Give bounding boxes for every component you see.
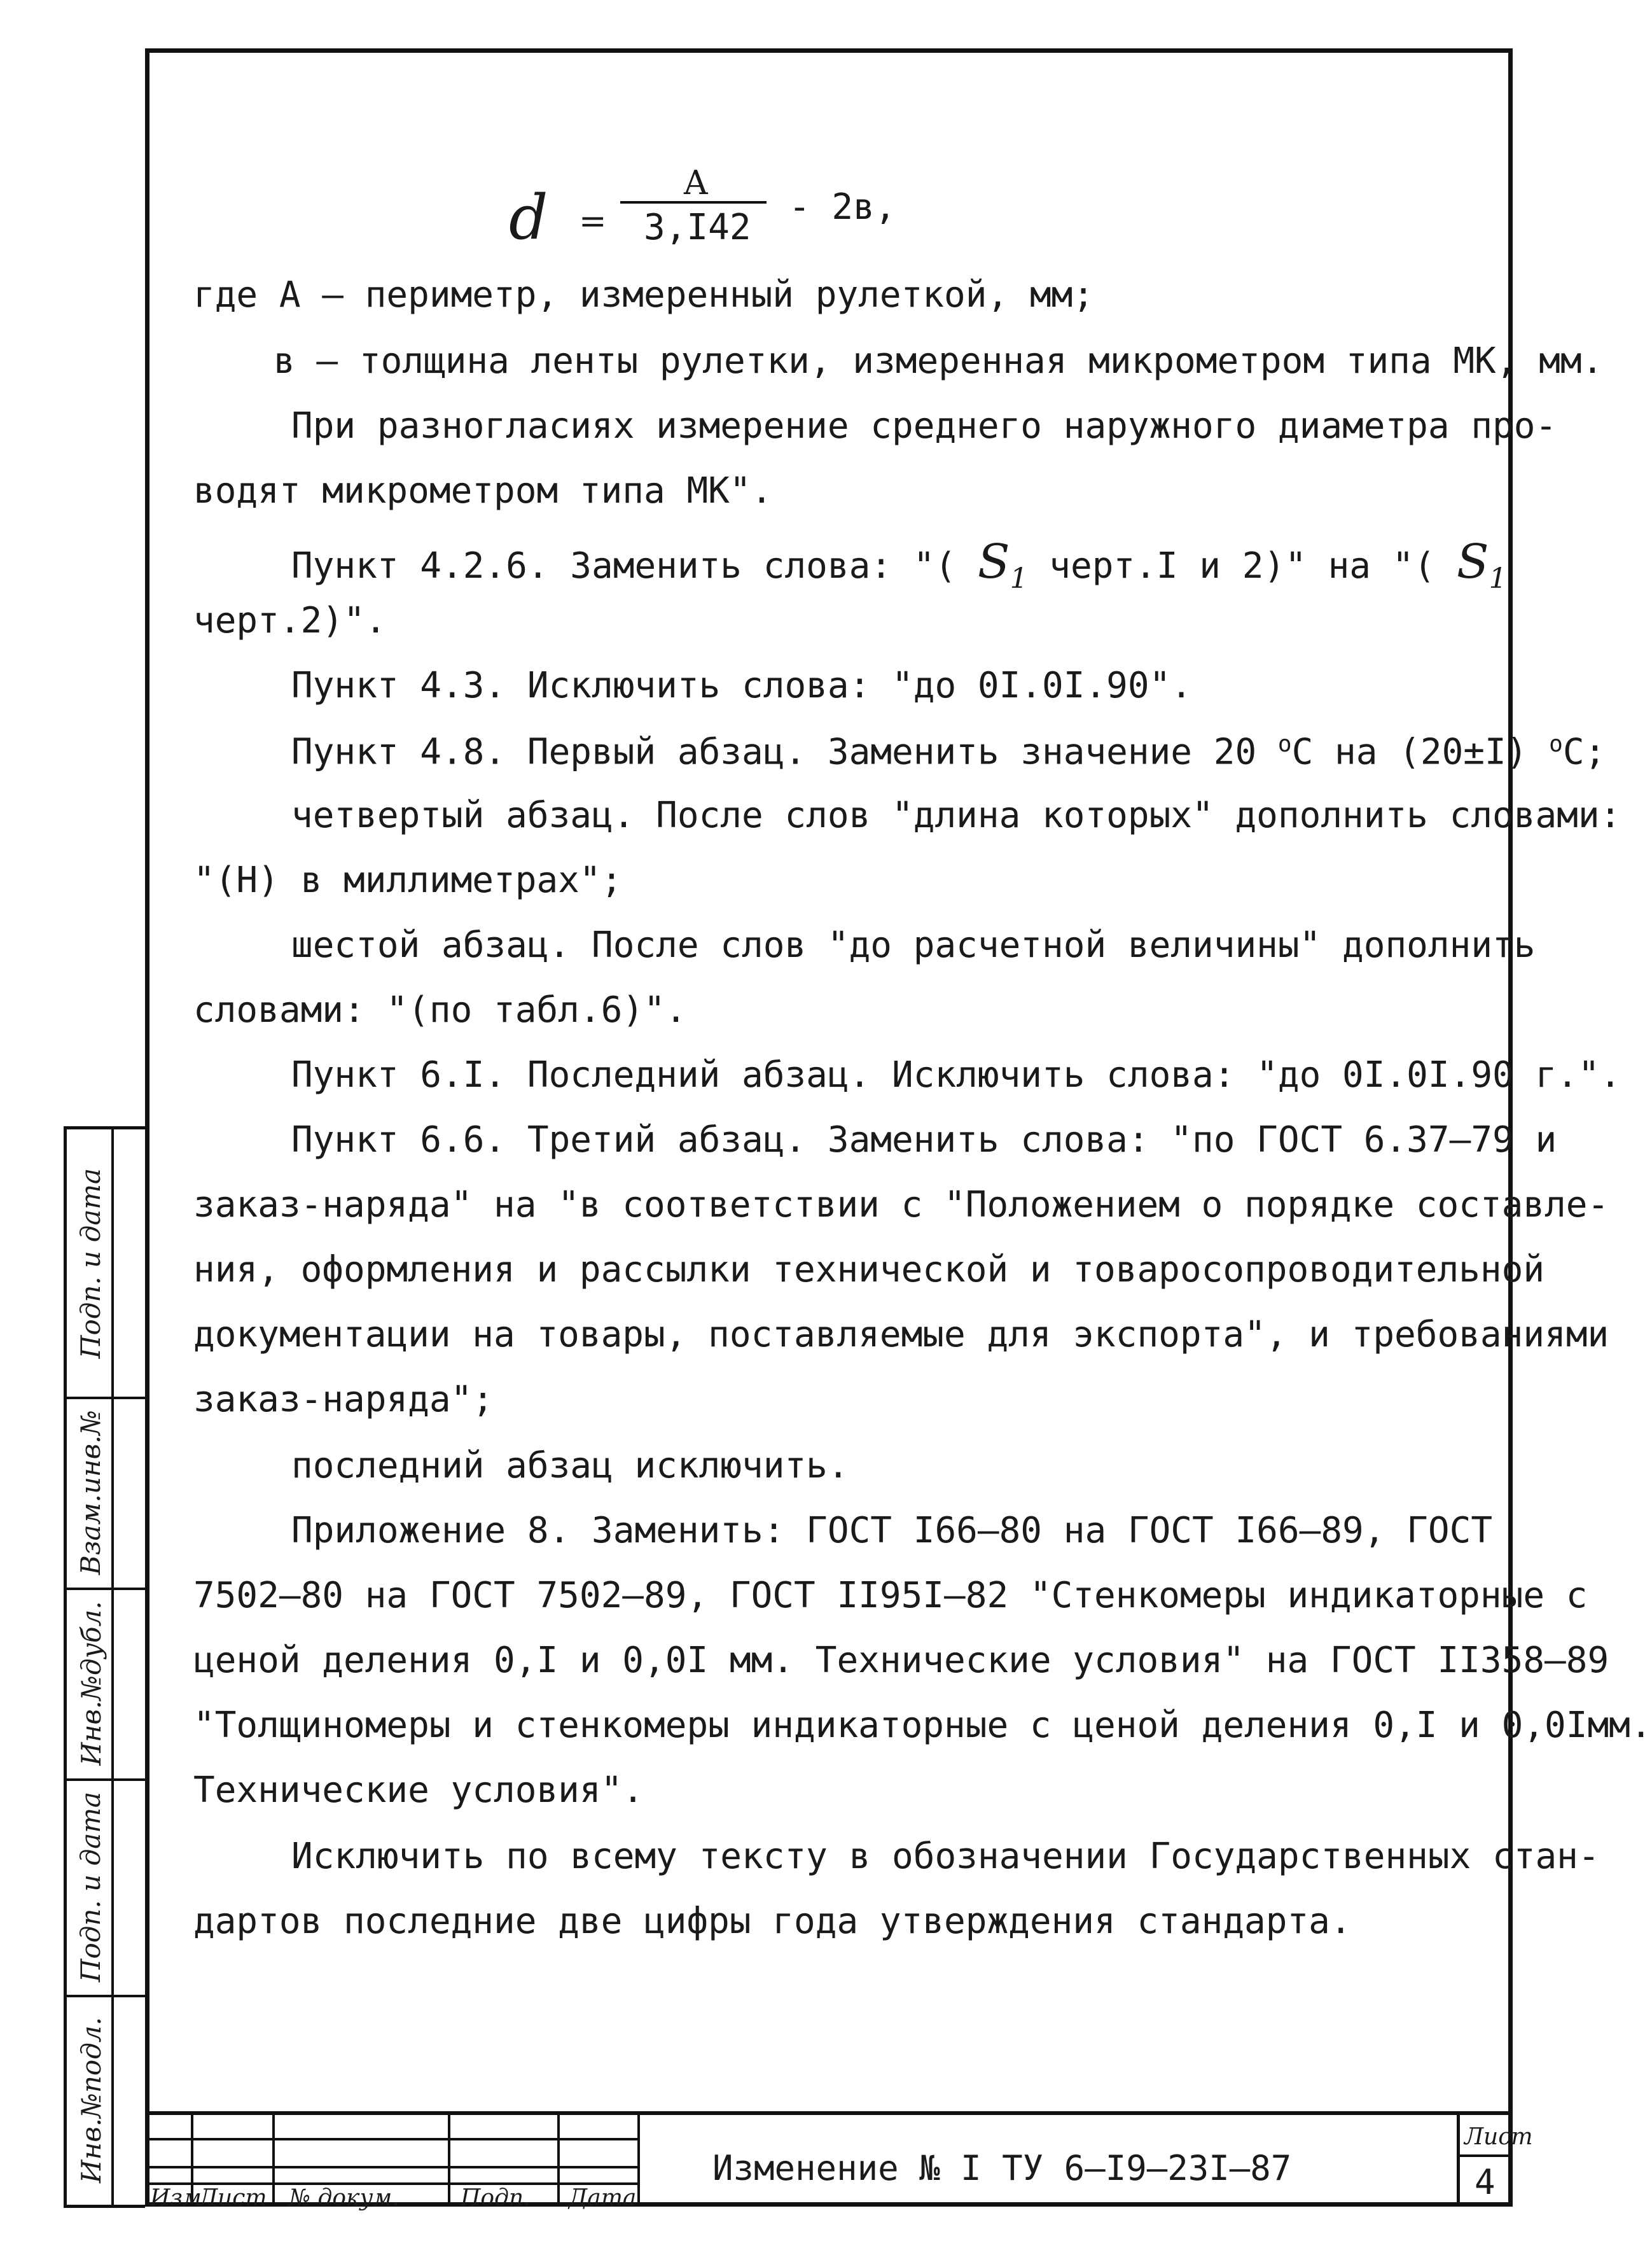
text-line-20: Приложение 8. Заменить: ГОСТ I66–80 на ГОСТ I66–89, ГОСТ xyxy=(291,1510,1493,1551)
formula-numerator: A xyxy=(684,164,708,202)
text-line-7: Пункт 4.3. Исключить слова: "до 0I.0I.90". xyxy=(291,665,1193,706)
side-label-sign-date-2: Подп. и дата xyxy=(75,1791,107,1982)
text-line-24: Технические условия". xyxy=(193,1770,644,1811)
text-line-16: ния, оформления и рассылки технической и товаросопроводительной xyxy=(193,1249,1545,1290)
tb-label-sign: Подп. xyxy=(461,2185,531,2211)
symbol-s: S xyxy=(977,534,1010,589)
text-line-8-part-b: С на (20 xyxy=(1291,731,1464,773)
side-label-orig-inv: Инв.№подл. xyxy=(75,2016,107,2183)
text-line-12: словами: "(по табл.6)". xyxy=(193,989,687,1031)
symbol-s1-second xyxy=(1456,534,1507,595)
symbol-sub-second: 1 xyxy=(1489,562,1507,595)
text-line-23: "Толщиномеры и стенкомеры индикаторные с ценой деления 0,I и 0,0Iмм. xyxy=(193,1705,1652,1746)
text-line-5 xyxy=(291,534,1507,595)
side-label-dup-inv: Инв.№дубл. xyxy=(75,1600,107,1766)
text-line-8-part-a: Пункт 4.8. Первый абзац. Заменить значение 20 xyxy=(291,731,1278,773)
text-line-8 xyxy=(291,733,1606,771)
text-line-8-part-d: С; xyxy=(1562,731,1606,773)
text-line-26: дартов последние две цифры года утверждения стандарта. xyxy=(193,1901,1352,1942)
tb-label-change: Изм xyxy=(150,2185,202,2211)
formula-rest: - 2в, xyxy=(789,186,896,228)
title-block xyxy=(145,2111,1533,2211)
text-line-25: Исключить по всему тексту в обозначении Государственных стан- xyxy=(291,1836,1600,1877)
degree-mark-second: o xyxy=(1549,731,1563,757)
tb-sheet-label: Лист xyxy=(1464,2124,1533,2150)
text-line-2: в – толщина ленты рулетки, измеренная микрометром типа МК, мм. xyxy=(274,340,1604,382)
symbol-s1 xyxy=(977,534,1028,595)
text-line-14: Пункт 6.6. Третий абзац. Заменить слова: "по ГОСТ 6.37–79 и xyxy=(291,1119,1557,1161)
tb-sheet-row-line xyxy=(1457,2154,1513,2157)
plus-minus-sign: ± xyxy=(1463,731,1485,773)
text-line-13: Пункт 6.I. Последний абзац. Исключить слова: "до 0I.0I.90 г.". xyxy=(291,1054,1621,1096)
sheet-number: 4 xyxy=(1475,2162,1496,2202)
tb-label-sheet: Лист xyxy=(198,2185,267,2211)
tb-label-docnum: № докум. xyxy=(289,2185,399,2211)
symbol-sub: 1 xyxy=(1010,562,1028,595)
text-line-17: документации на товары, поставляемые для экспорта", и требованиями xyxy=(193,1314,1609,1355)
text-line-21: 7502–80 на ГОСТ 7502–89, ГОСТ II95I–82 "Стенкомеры индикаторные с xyxy=(193,1575,1588,1616)
document-title: Изменение № I ТУ 6–I9–23I–87 xyxy=(712,2148,1292,2188)
side-label-sign-date-1: Подп. и дата xyxy=(75,1168,107,1358)
symbol-s-second: S xyxy=(1456,534,1489,589)
side-stamp-divider xyxy=(111,1129,114,2205)
text-line-5-part-a: Пункт 4.2.6. Заменить слова: "( xyxy=(291,545,978,587)
text-line-8-part-c: I) xyxy=(1485,731,1550,773)
text-line-22: ценой деления 0,I и 0,0I мм. Технические условия" на ГОСТ II358–89 xyxy=(193,1640,1609,1681)
text-line-18: заказ-наряда"; xyxy=(193,1379,494,1420)
formula-lhs: d xyxy=(509,182,548,253)
text-line-9: четвертый абзац. После слов "длина которых" дополнить словами: xyxy=(291,795,1621,836)
side-label-replace-inv: Взам.инв.№ xyxy=(75,1409,107,1575)
text-line-15: заказ-наряда" на "в соответствии с "Положением о порядке составле- xyxy=(193,1184,1609,1225)
text-line-11: шестой абзац. После слов "до расчетной величины" дополнить xyxy=(291,925,1536,966)
tb-label-date: Дата xyxy=(569,2185,637,2211)
text-line-10: "(Н) в миллиметрах"; xyxy=(193,860,623,901)
text-line-19: последний абзац исключить. xyxy=(291,1445,849,1486)
tb-sheet-divider xyxy=(1457,2115,1460,2207)
text-line-6: черт.2)". xyxy=(193,600,387,641)
formula-eq: = xyxy=(579,202,607,241)
text-line-3: При разногласиях измерение среднего наружного диаметра про- xyxy=(291,405,1557,447)
text-line-5-part-b: черт.I и 2)" на "( xyxy=(1027,545,1457,587)
fraction-bar xyxy=(620,201,767,204)
text-line-4: водят микрометром типа МК". xyxy=(193,470,773,512)
text-line-1: где А – периметр, измеренный рулеткой, мм; xyxy=(193,274,1095,316)
degree-mark: o xyxy=(1277,731,1292,757)
formula-denominator: 3,I42 xyxy=(644,207,751,248)
side-stamp xyxy=(64,1126,145,2208)
tb-row-line xyxy=(145,2138,637,2140)
tb-row-line xyxy=(145,2166,637,2168)
